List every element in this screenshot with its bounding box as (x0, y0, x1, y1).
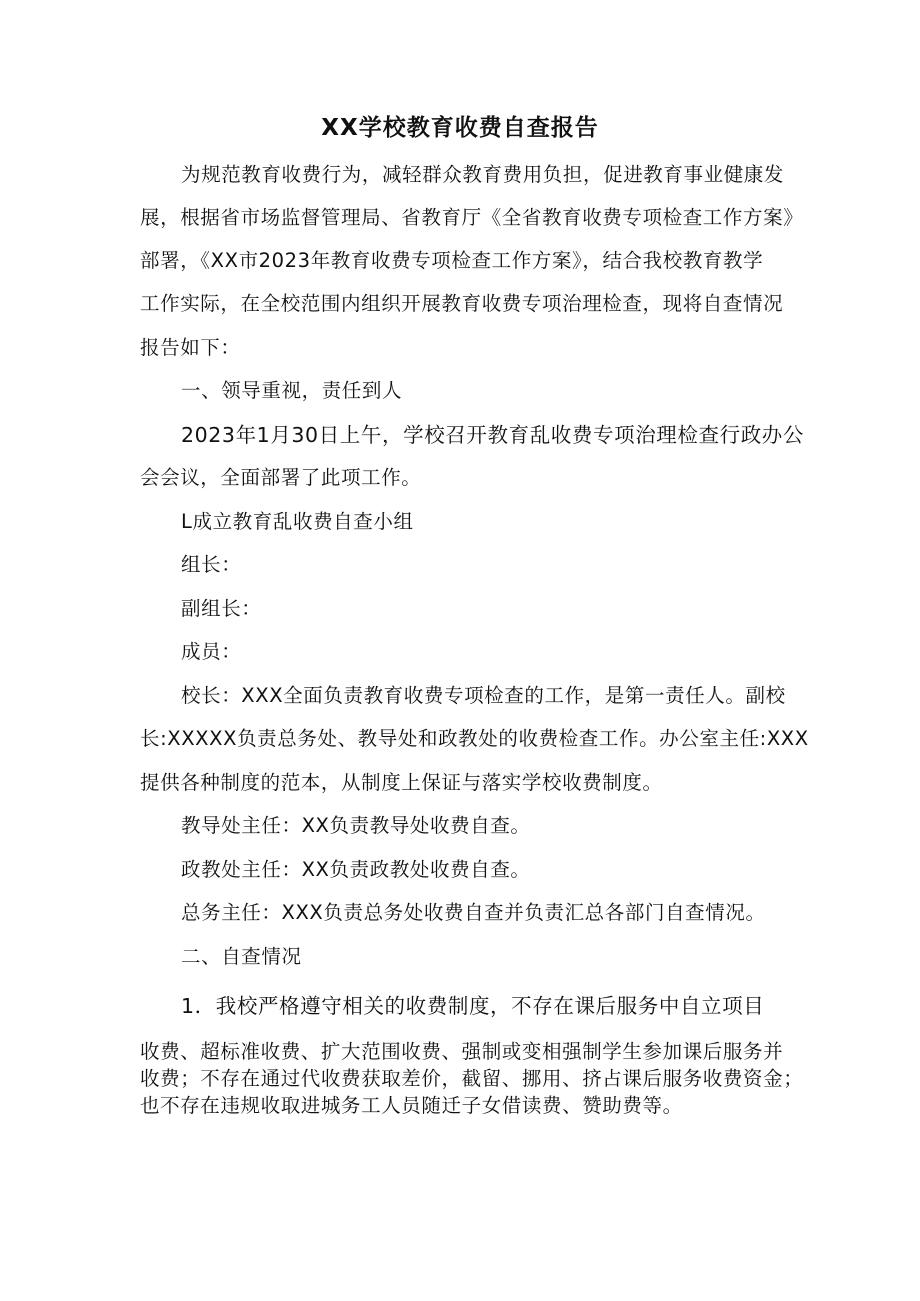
document-title: XX学校教育收费自查报告 (321, 115, 599, 141)
paragraph-check-line-2: 收费、超标准收费、扩大范围收费、强制或变相强制学生参加课后服务并 (140, 1040, 784, 1063)
section-heading-2: 二、自查情况 (181, 945, 302, 968)
paragraph-check-line-3: 收费；不存在通过代收费获取差价，截留、挪用、挤占课后服务收费资金； (140, 1067, 804, 1090)
group-deputy-line: 副组长： (181, 597, 262, 620)
paragraph-check-line-1: 1．我校严格遵守相关的收费制度，不存在课后服务中自立项目 (181, 994, 765, 1018)
paragraph-meeting-line-2: 会会议，全面部署了此项工作。 (140, 466, 422, 489)
paragraph-intro-line-5: 报告如下： (140, 336, 241, 359)
paragraph-meeting-line-1: 2023年1月30日上午，学校召开教育乱收费专项治理检查行政办公 (181, 423, 804, 447)
group-leader-line: 组长： (181, 553, 242, 576)
paragraph-check-line-4: 也不存在违规收取进城务工人员随迁子女借读费、赞助费等。 (140, 1094, 683, 1117)
political-director-line: 政教处主任：XX负责政教处收费自查。 (181, 858, 531, 881)
teaching-director-line: 教导处主任：XX负责教导处收费自查。 (181, 814, 531, 837)
paragraph-intro-line-1: 为规范教育收费行为，减轻群众教育费用负担，促进教育事业健康发 (181, 163, 785, 186)
general-director-line: 总务主任：XXX负责总务处收费自查并负责汇总各部门自查情况。 (181, 901, 766, 924)
section-heading-1: 一、领导重视，责任到人 (181, 379, 403, 402)
paragraph-roles-line-3: 提供各种制度的范本，从制度上保证与落实学校收费制度。 (140, 771, 663, 794)
paragraph-intro-line-3: 部署，《XX市2023年教育收费专项检查工作方案》，结合我校教育教学 (140, 249, 764, 272)
paragraph-roles-line-1: 校长：XXX全面负责教育收费专项检查的工作，是第一责任人。副校 (181, 684, 786, 707)
group-members-line: 成员： (181, 640, 242, 663)
paragraph-roles-line-2: 长:XXXXX负责总务处、教导处和政教处的收费检查工作。办公室主任:XXX (140, 727, 809, 750)
paragraph-intro-line-2: 展，根据省市场监督管理局、省教育厅《全省教育收费专项检查工作方案》 (140, 206, 804, 229)
paragraph-intro-line-4: 工作实际，在全校范围内组织开展教育收费专项治理检查，现将自查情况 (140, 292, 784, 315)
subheading-group: L成立教育乱收费自查小组 (181, 510, 414, 533)
